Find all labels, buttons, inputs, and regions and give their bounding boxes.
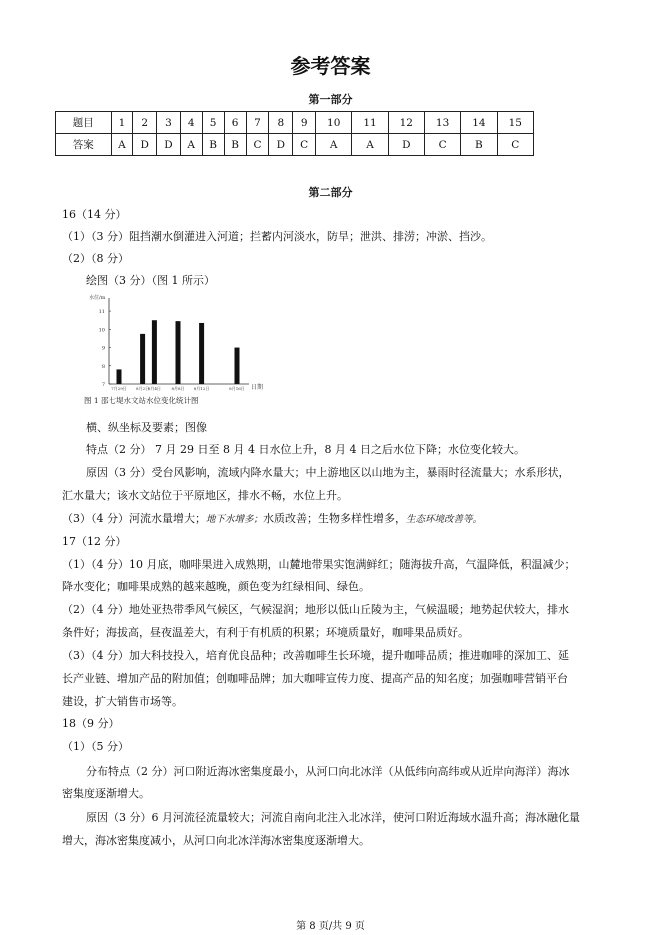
text-line: 18（9 分） (62, 717, 120, 730)
x-tick-label: 8月8日 (171, 386, 185, 391)
text-line: （1）（5 分） (62, 740, 129, 753)
answer-cell: C (246, 134, 269, 156)
question-number: 6 (224, 112, 246, 134)
x-tick-label: 8月4日 (147, 386, 161, 391)
text-line: 绘图（3 分）（图 1 所示） (86, 274, 215, 287)
bar (176, 321, 181, 384)
bar (235, 348, 240, 384)
answer-cell: C (293, 134, 316, 156)
text-line: 特点（2 分） 7 月 29 日至 8 月 4 日水位上升，8 月 4 日之后水位下降；水位变化较大。 (86, 443, 525, 456)
text-line: 增大，海冰密集度减小，从河口向北冰洋海冰密集度逐渐增大。 (62, 834, 370, 847)
table-row (56, 134, 534, 156)
x-tick-label: 8月2日 (136, 386, 150, 391)
text-line: （3）（4 分）加大科技投入，培育优良品种；改善咖啡生长环境，提升咖啡品质；推进咖啡的深加工、延 (62, 649, 569, 662)
answer-table (55, 111, 534, 156)
answer-cell: D (157, 134, 181, 156)
question-number: 2 (133, 112, 157, 134)
answer-cell: A (316, 134, 352, 156)
answer-cell: A (111, 134, 133, 156)
answer-cell: A (180, 134, 202, 156)
text-line: 分布特点（2 分）河口附近海冰密集度最小，从河口向北冰洋（从低纬向高纬或从近岸向海洋）海冰 (86, 765, 570, 778)
question-number: 12 (388, 112, 424, 134)
question-number: 14 (461, 112, 497, 134)
text-line: 降水变化；咖啡果成熟的越来越晚，颜色变为红绿相间、绿色。 (62, 580, 370, 593)
text-line: （1）（3 分）阻挡潮水倒灌进入河道；拦蓄内河淡水，防旱；泄洪、排涝；冲淤、挡沙。 (62, 230, 492, 243)
answer-cell: B (224, 134, 246, 156)
question-number: 4 (180, 112, 202, 134)
question-number: 10 (316, 112, 352, 134)
y-tick-label: 11 (98, 309, 105, 316)
bar (140, 334, 145, 384)
y-axis-label: 水位/m (89, 295, 106, 301)
text-line: 原因（3 分）受台风影响，流域内降水量大；中上游地区以山地为主，暴雨时径流量大；水系形状， (86, 466, 570, 479)
y-tick-label: 9 (101, 345, 105, 352)
x-tick-label: 8月12日 (193, 386, 210, 391)
question-number: 15 (497, 112, 533, 134)
page-title: 参考答案 (290, 54, 371, 78)
text-line: 汇水量大；该水文站位于平原地区，排水不畅，水位上升。 (62, 489, 348, 502)
italic-span: 生态环境改善等。 (406, 514, 483, 525)
answer-cell: D (133, 134, 157, 156)
text-span: （3）（4 分）河流水量增大； (62, 512, 206, 525)
answer-cell: C (497, 134, 533, 156)
question-number: 8 (269, 112, 293, 134)
bar (199, 323, 204, 384)
table-row (56, 112, 534, 134)
text-line: （2）（4 分）地处亚热带季风气候区，气候湿润；地形以低山丘陵为主，气候温暖；地势起伏较大，排水 (62, 603, 569, 616)
x-axis-label: 日期 (251, 384, 264, 391)
y-tick-label: 10 (98, 327, 105, 334)
text-line: 长产业链、增加产品的附加值；创咖啡品牌；加大咖啡宣传力度、提高产品的知名度；加强咖啡营销平台 (62, 672, 568, 685)
question-number: 11 (352, 112, 388, 134)
part1-heading: 第一部分 (308, 93, 353, 106)
water-level-chart (84, 294, 274, 409)
answer-cell: D (388, 134, 424, 156)
text-line (62, 512, 482, 527)
question-number: 13 (424, 112, 460, 134)
question-number: 9 (293, 112, 316, 134)
question-number: 1 (111, 112, 133, 134)
text-line: （2）（8 分） (62, 252, 129, 265)
answer-cell: A (352, 134, 388, 156)
x-tick-label: 7月29日 (111, 386, 127, 391)
text-line: 横、纵坐标及要素；图像 (86, 421, 207, 434)
text-line: 密集度逐渐增大。 (62, 787, 150, 800)
text-line: 16（14 分） (62, 208, 127, 221)
page-footer: 第 8 页/共 9 页 (296, 921, 365, 932)
x-tick-label: 8月16日 (229, 386, 245, 391)
answer-cell: B (202, 134, 224, 156)
text-line: 建设，扩大销售市场等。 (62, 695, 183, 708)
text-line: 原因（3 分）6 月河流径流量较大；河流自南向北注入北冰洋，使河口附近海域水温升高；海冰融化量 (86, 811, 580, 824)
y-tick-label: 7 (101, 382, 105, 388)
text-span: 水质改善；生物多样性增多， (263, 512, 407, 525)
answer-cell: C (424, 134, 460, 156)
bar (117, 369, 122, 384)
row-label: 答案 (56, 134, 112, 156)
bar (152, 320, 157, 384)
question-number: 5 (202, 112, 224, 134)
chart-title: 图 1 邵七堤水文站水位变化统计图 (84, 396, 199, 405)
text-line: 17（12 分） (62, 535, 127, 548)
question-number: 7 (246, 112, 269, 134)
question-number: 3 (157, 112, 181, 134)
row-label: 题目 (56, 112, 112, 134)
answer-cell: B (461, 134, 497, 156)
answer-cell: D (269, 134, 293, 156)
italic-span: 地下水增多； (206, 514, 264, 525)
text-line: （1）（4 分）10 月底，咖啡果进入成熟期，山麓地带果实饱满鲜红；随海拔升高，气温降低，积温减少； (62, 558, 576, 571)
y-tick-label: 8 (101, 363, 105, 370)
part2-heading: 第二部分 (308, 186, 353, 199)
text-line: 条件好；海拔高，昼夜温差大，有利于有机质的积累；环境质量好，咖啡果品质好。 (62, 626, 469, 639)
